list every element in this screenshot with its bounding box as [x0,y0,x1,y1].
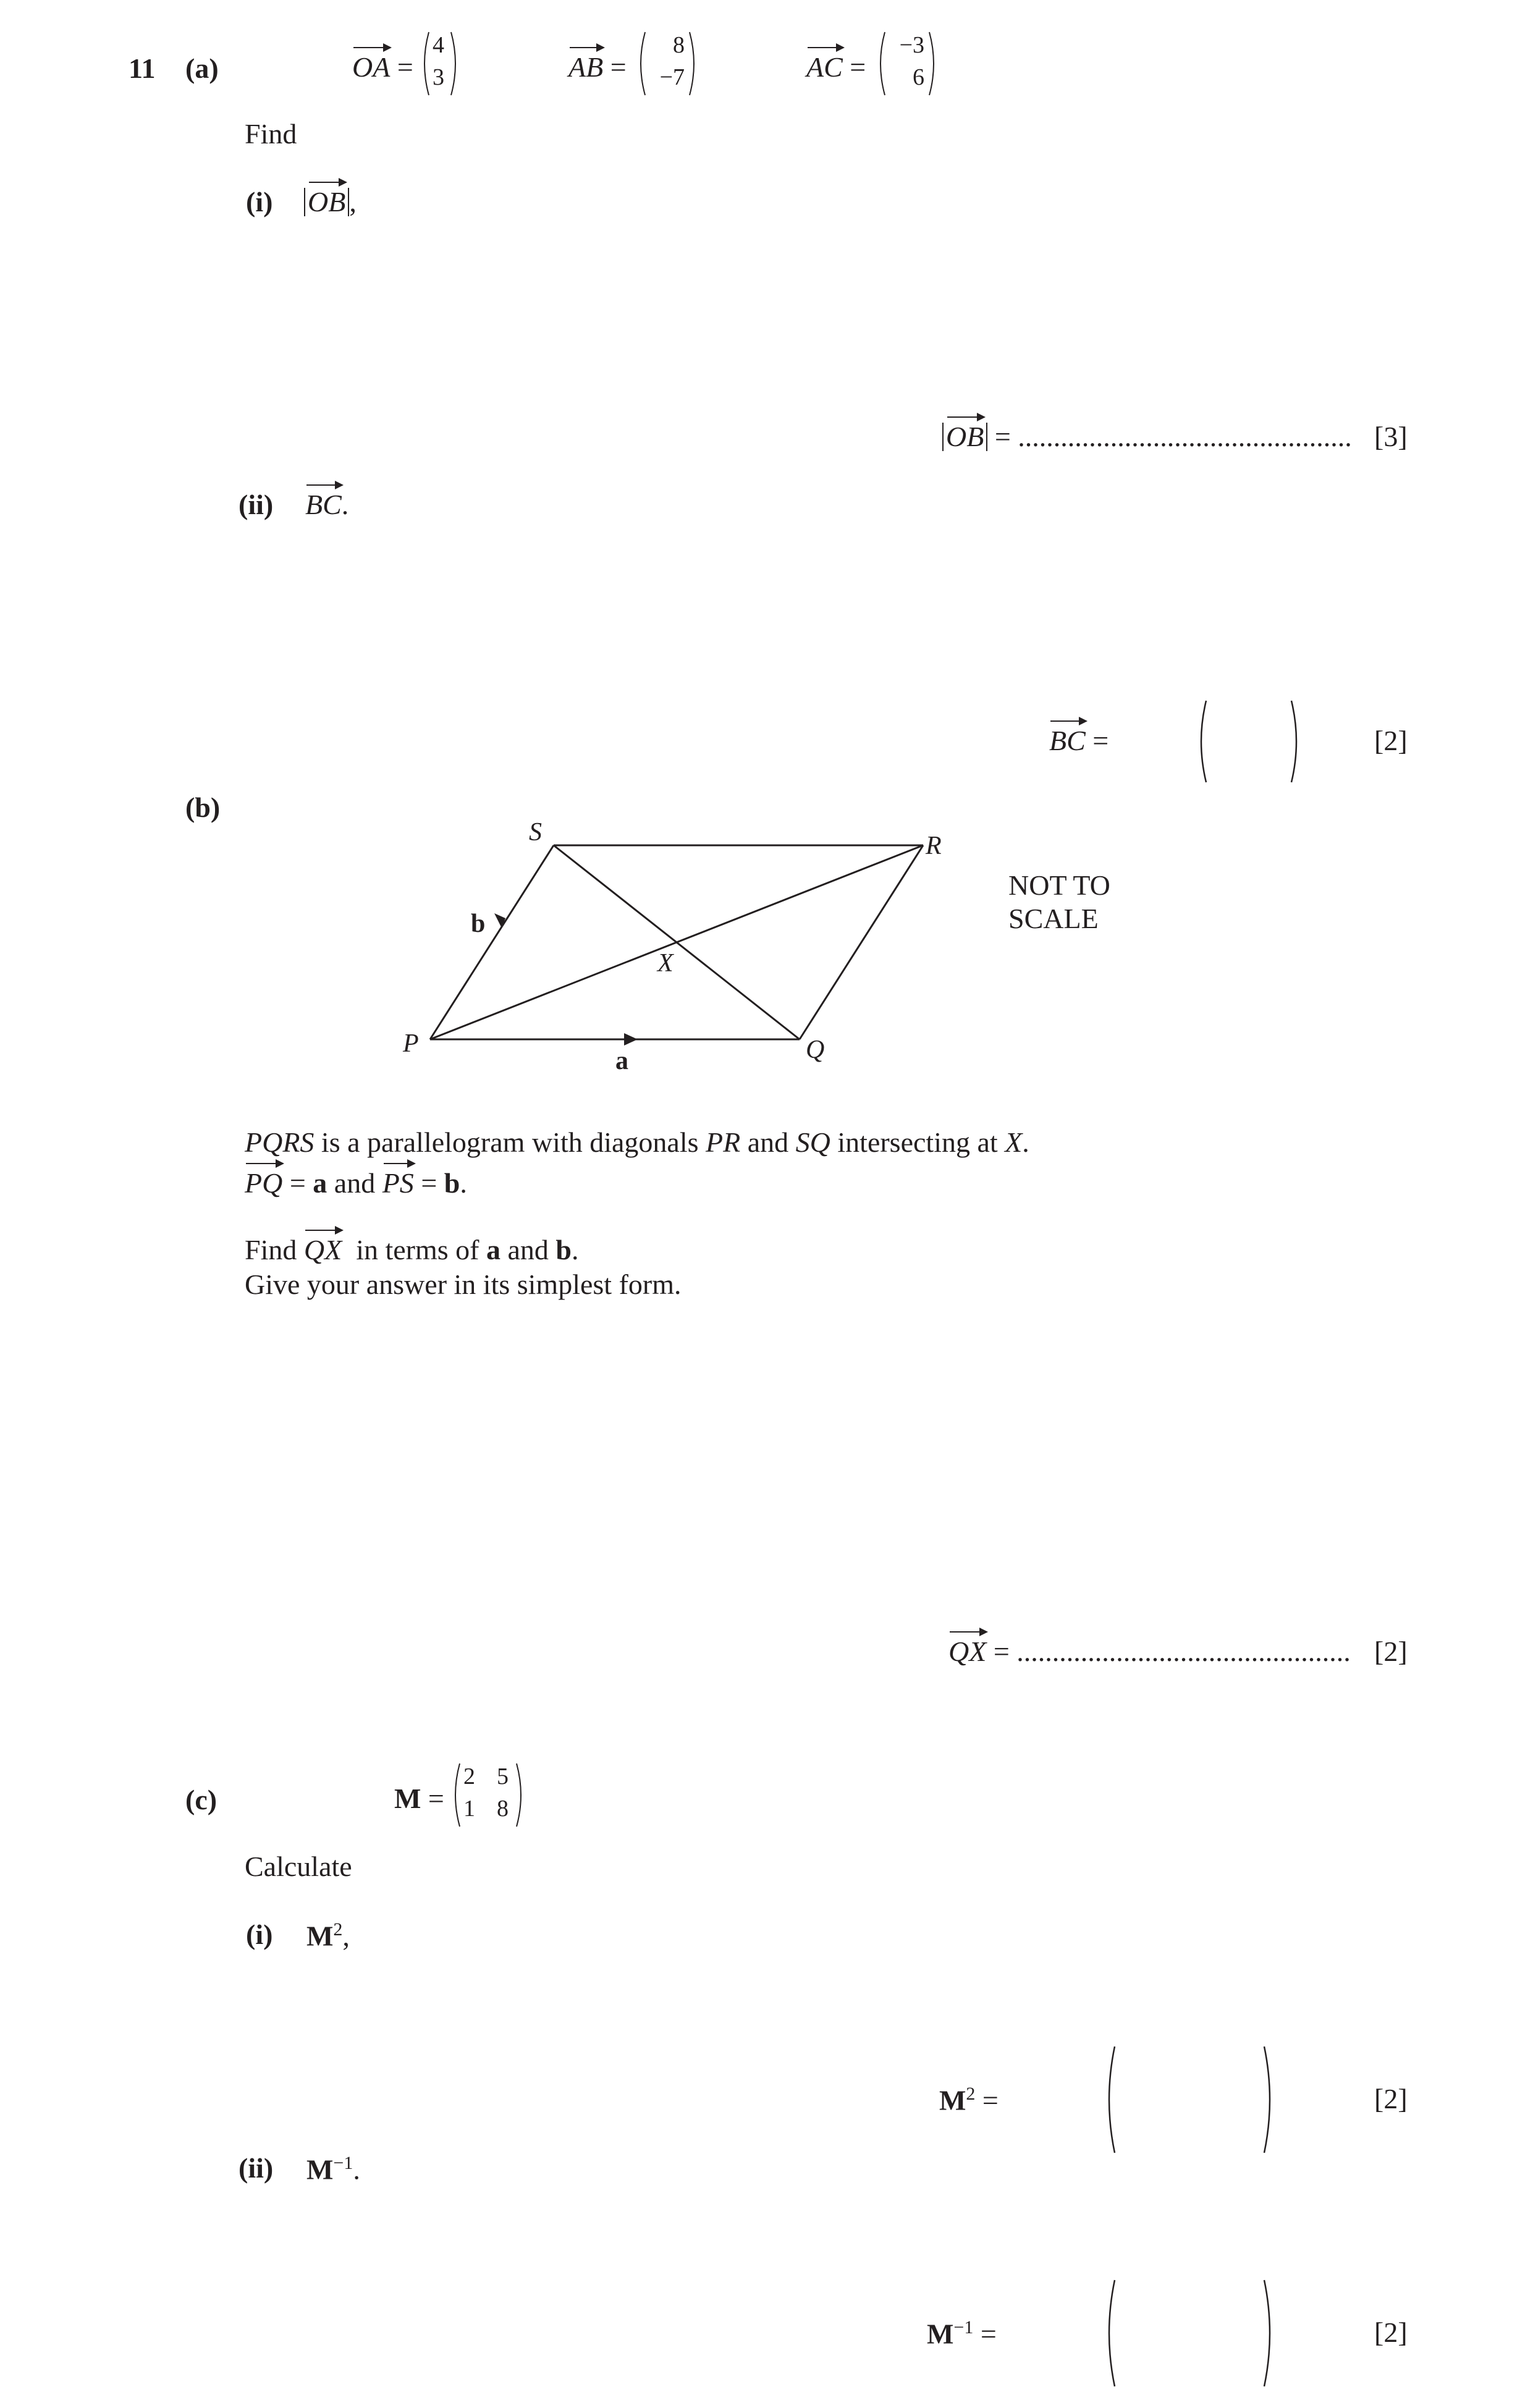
answer-minv-line [927,2318,997,2348]
vector-ps: PS [382,1167,414,1199]
text-mid2: intersecting at [830,1126,1005,1158]
text-sq: SQ [795,1126,830,1158]
label-vector-b: b [471,910,486,938]
text-end: . [1022,1126,1029,1158]
vector-ab-bottom: −7 [659,64,685,90]
answer-m2-bracket-field[interactable] [1106,2044,1273,2155]
vector-oa-column [420,30,460,98]
part-a-i-expression [304,188,357,216]
answer-m2-eq: = [982,2084,999,2116]
matrix-m-eq: = [428,1783,444,1814]
vector-oa-bottom: 3 [433,64,444,90]
vector-oa-name: OA [352,51,391,83]
answer-m2-line [939,2085,999,2114]
c-i-base: M [306,1920,334,1952]
c-i-suffix: , [342,1920,350,1952]
part-a-ii-label: (ii) [239,489,274,520]
marks-a-i: [3] [1374,421,1408,452]
vector-ab-top: 8 [673,32,685,58]
find-mid: in terms of [342,1234,486,1265]
part-b-find [245,1236,579,1264]
marks-c-i: [2] [1374,2083,1408,2114]
label-vector-a: a [615,1047,628,1075]
c-ii-suffix: . [353,2153,360,2186]
c-ii-sup: −1 [333,2153,353,2173]
not-to-scale-line1: NOT TO [1008,869,1110,901]
find-instruction: Find [245,118,297,150]
part-c-i-expression [306,1920,350,1950]
find-a: a [486,1234,500,1265]
arrow-a-icon [624,1033,638,1046]
find-end: . [572,1234,579,1265]
label-q: Q [806,1036,825,1064]
answer-ob-line [942,423,1352,451]
answer-minv-base: M [927,2318,954,2350]
text-and2: and [327,1167,382,1199]
text-eq1: = [282,1167,313,1199]
part-a-i-label: (i) [246,186,273,218]
text-a: a [313,1167,327,1199]
vector-ab-column [636,30,698,98]
vector-pq: PQ [245,1167,283,1199]
answer-ob-field[interactable]: ............................................... [1018,421,1352,452]
answer-m2-base: M [939,2084,966,2116]
answer-m2-sup: 2 [966,2084,976,2104]
part-b-text-2 [245,1169,467,1198]
arrow-b-icon [494,913,505,928]
side-ps [430,845,554,1039]
text-x: X [1005,1126,1023,1158]
vector-ab-group: AB = [568,51,627,83]
vector-ob-name: OB [308,186,346,218]
marks-b: [2] [1374,1636,1408,1667]
vector-ab-name: AB [568,51,604,83]
text-pr: PR [706,1126,741,1158]
part-c-i-label: (i) [246,1919,273,1950]
not-to-scale-line2: SCALE [1008,903,1099,934]
marks-c-ii: [2] [1374,2317,1408,2348]
parentheses-icon [451,1761,525,1829]
part-a-i-suffix: , [349,186,357,218]
part-a-ii-expression [305,491,348,519]
part-c-ii-expression [306,2154,360,2184]
answer-qx-eq: = [993,1636,1010,1667]
vector-ac-bottom: 6 [913,64,924,90]
vector-ac-group: AC = [806,51,866,83]
answer-ob-label: OB [946,421,984,452]
c-ii-base: M [306,2153,334,2186]
matrix-m-21: 1 [463,1796,475,1822]
text-end2: . [460,1167,467,1199]
vector-ac-name: AC [806,51,843,83]
answer-bc-bracket-field[interactable] [1199,698,1304,785]
text-eq2: = [413,1167,444,1199]
answer-minv-bracket-field[interactable] [1106,2278,1273,2389]
find-pre: Find [245,1234,304,1265]
part-c-ii-label: (ii) [239,2152,274,2184]
part-b-label: (b) [185,792,221,823]
vector-oa-top: 4 [433,32,444,58]
matrix-m-name: M [394,1783,421,1814]
label-p: P [403,1029,419,1058]
answer-ob-eq: = [994,421,1011,452]
marks-a-ii: [2] [1374,725,1408,756]
matrix-m-definition [394,1785,444,1813]
part-c-label: (c) [185,1784,217,1815]
answer-qx-label: QX [948,1636,987,1667]
part-b-text-1 [245,1128,1029,1157]
vector-qx: QX [303,1234,342,1265]
part-a-ii-suffix: . [341,489,349,520]
diagonal-sq [554,845,800,1039]
find-b: b [555,1234,572,1265]
find-and: and [500,1234,556,1265]
answer-qx-line [948,1637,1351,1666]
vector-oa-group: OA = [352,51,413,83]
answer-bc-line [1049,727,1109,755]
matrix-m-22: 8 [497,1796,509,1822]
parallelogram-diagram [371,816,1112,1075]
side-qr [800,845,923,1039]
calculate-instruction: Calculate [245,1851,352,1882]
answer-minv-eq: = [980,2318,997,2350]
matrix-m [451,1761,525,1829]
part-b-simplest: Give your answer in its simplest form. [245,1269,682,1300]
matrix-m-12: 5 [497,1764,509,1789]
answer-minv-sup: −1 [953,2317,974,2338]
vector-ac-column [876,30,938,98]
answer-bc-eq: = [1092,725,1109,756]
answer-bc-label: BC [1049,725,1086,756]
c-i-sup: 2 [333,1919,343,1940]
part-a-label: (a) [185,53,219,84]
matrix-m-11: 2 [463,1764,475,1789]
text-b: b [444,1167,460,1199]
vector-ac-top: −3 [899,32,924,58]
label-r: R [926,832,942,860]
label-x: X [657,949,674,978]
vector-bc-name: BC [305,489,342,520]
label-s: S [529,818,542,847]
text-pqrs: PQRS [245,1126,315,1158]
text-mid1: is a parallelogram with diagonals [314,1126,706,1158]
text-and: and [740,1126,796,1158]
answer-qx-field[interactable]: ............................................... [1016,1636,1351,1667]
question-number: 11 [129,53,156,84]
